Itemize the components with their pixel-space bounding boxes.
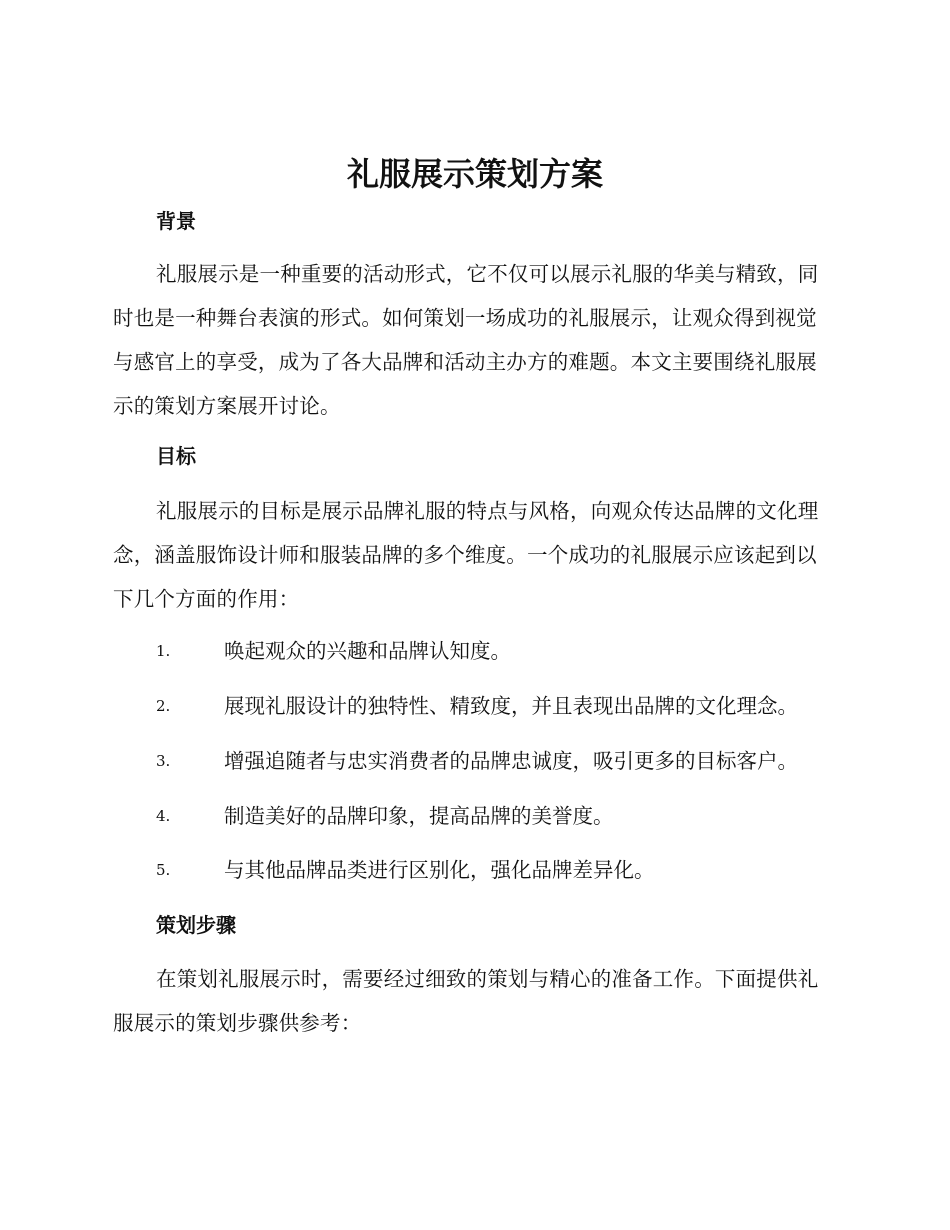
paragraph-background: 礼服展示是一种重要的活动形式，它不仅可以展示礼服的华美与精致，同时也是一种舞台表演的形式。如何策划一场成功的礼服展示，让观众得到视觉与感官上的享受，成为了各大品牌和活动主办方的难题。本文主要围绕礼服展示的策划方案展开讨论。 (113, 262, 819, 418)
list-number: 4. (156, 807, 171, 825)
list-text: 制造美好的品牌印象，提高品牌的美誉度。 (224, 804, 614, 828)
paragraph-steps: 在策划礼服展示时，需要经过细致的策划与精心的准备工作。下面提供礼服展示的策划步骤供参考： (113, 967, 819, 1035)
section-heading-goal: 目标 (156, 444, 196, 468)
list-number: 1. (156, 642, 171, 660)
list-item (156, 636, 846, 666)
list-number: 3. (156, 752, 171, 770)
list-text: 与其他品牌品类进行区别化，强化品牌差异化。 (224, 858, 655, 882)
document-title: 礼服展示策划方案 (346, 155, 603, 193)
list-number: 2. (156, 697, 171, 715)
list-text: 唤起观众的兴趣和品牌认知度。 (224, 639, 511, 663)
list-item (156, 801, 846, 831)
list-item (156, 855, 846, 885)
paragraph-goal: 礼服展示的目标是展示品牌礼服的特点与风格，向观众传达品牌的文化理念，涵盖服饰设计师和服装品牌的多个维度。一个成功的礼服展示应该起到以下几个方面的作用： (113, 499, 819, 611)
list-text: 增强追随者与忠实消费者的品牌忠诚度，吸引更多的目标客户。 (224, 749, 798, 773)
list-item (156, 746, 846, 776)
list-number: 5. (156, 861, 171, 879)
section-heading-steps: 策划步骤 (156, 913, 236, 937)
list-text: 展现礼服设计的独特性、精致度，并且表现出品牌的文化理念。 (224, 694, 798, 718)
list-item (156, 691, 846, 721)
section-heading-background: 背景 (156, 209, 196, 233)
